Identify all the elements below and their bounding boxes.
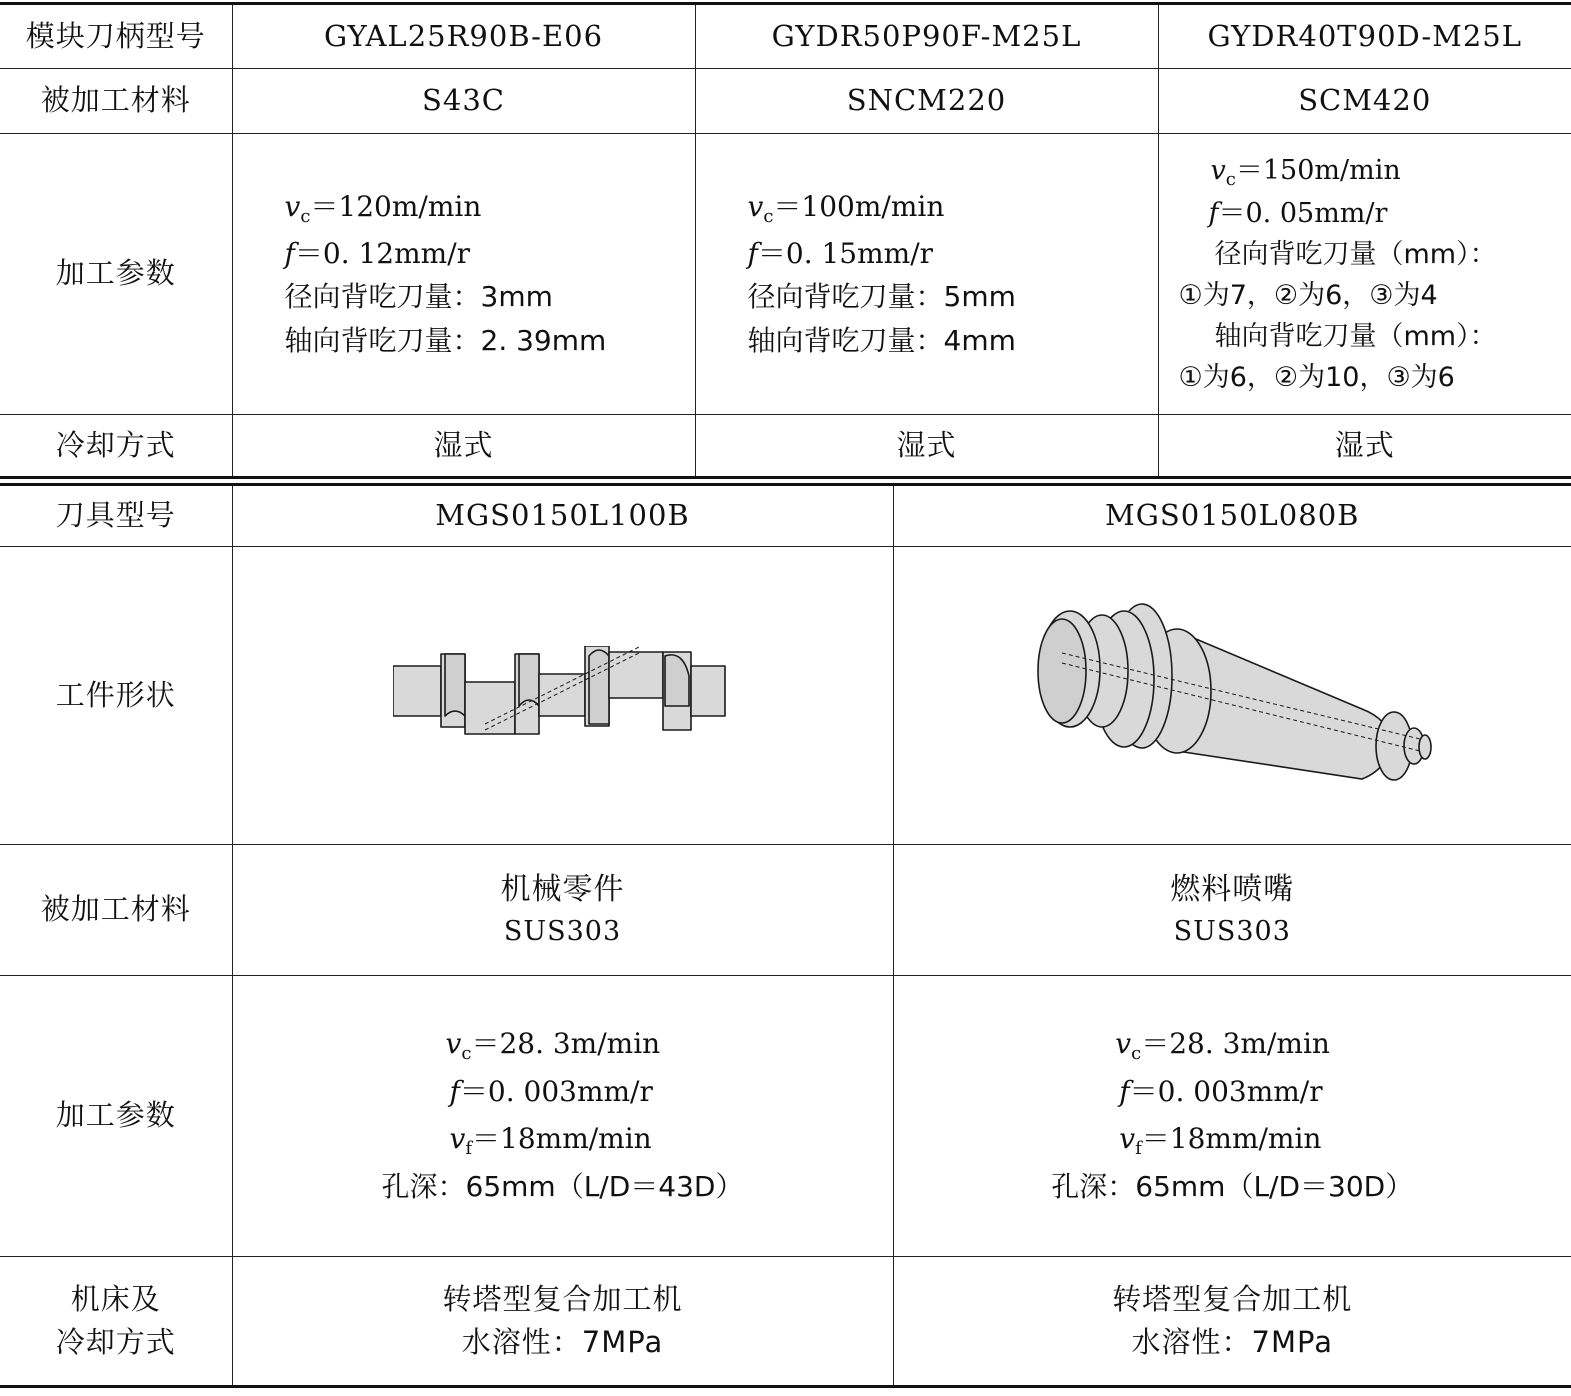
feed-rate: f＝0. 05mm/r bbox=[1208, 197, 1388, 229]
crankshaft-drawing bbox=[393, 646, 733, 746]
row-label-machine-cooling bbox=[0, 1257, 232, 1387]
cutting-speed: $v_c=28$. 3m/min bbox=[445, 1027, 661, 1065]
hole-depth: 孔深：65mm（L/D＝43D） bbox=[381, 1170, 744, 1204]
coolant-1: 水溶性：7MPa bbox=[461, 1325, 664, 1359]
params-block-3 bbox=[1179, 150, 1497, 399]
machine-type-1: 转塔型复合加工机 bbox=[442, 1281, 683, 1316]
fuel-nozzle-drawing bbox=[1032, 601, 1432, 791]
cooling-2: 湿式 bbox=[695, 415, 1158, 478]
drill-params-2 bbox=[1051, 1021, 1413, 1211]
tool-model-1: MGS0150L100B bbox=[232, 485, 893, 547]
row-label-cooling: 冷却方式 bbox=[0, 415, 232, 478]
row-label-material-2: 被加工材料 bbox=[0, 845, 232, 976]
params-cell-1 bbox=[232, 134, 695, 415]
material-1: S43C bbox=[232, 69, 695, 134]
tool-model-2: MGS0150L080B bbox=[893, 485, 1571, 547]
material-cell-1 bbox=[232, 845, 893, 976]
params-cell-2 bbox=[695, 134, 1158, 415]
row-label-params-2: 加工参数 bbox=[0, 976, 232, 1257]
part-grade-1: SUS303 bbox=[503, 916, 622, 948]
cooling-3: 湿式 bbox=[1158, 415, 1571, 478]
radial-depth: 径向背吃刀量：3mm bbox=[284, 280, 553, 314]
crankshaft-drawing-cell bbox=[232, 547, 893, 845]
drill-table bbox=[0, 483, 1571, 1388]
axial-depth-values: ①为6，②为10，③为6 bbox=[1178, 361, 1455, 393]
feed-rate: f＝0. 15mm/r bbox=[747, 236, 934, 270]
params-cell-drill-2 bbox=[893, 976, 1571, 1257]
part-name-2: 燃料喷嘴 bbox=[1170, 872, 1295, 908]
part-grade-2: SUS303 bbox=[1173, 916, 1291, 948]
holder-model-3: GYDR40T90D-M25L bbox=[1158, 4, 1571, 69]
label-line-2: 冷却方式 bbox=[55, 1325, 176, 1359]
feed-rate: f＝0. 003mm/r bbox=[1119, 1075, 1323, 1109]
row-label-params: 加工参数 bbox=[0, 134, 232, 415]
feed-speed: $v_f=18mm/\min$ bbox=[1119, 1122, 1322, 1159]
row-label-workpiece-shape: 工件形状 bbox=[0, 547, 232, 845]
feed-rate: f＝0. 003mm/r bbox=[449, 1075, 653, 1109]
axial-depth-title: 轴向背吃刀量（mm）： bbox=[1214, 320, 1497, 352]
params-block-2 bbox=[748, 185, 1016, 362]
part-name-1: 机械零件 bbox=[500, 872, 625, 908]
cutting-speed: $v_c=28$. 3m/min bbox=[1115, 1027, 1330, 1065]
material-cell-2 bbox=[893, 845, 1571, 976]
radial-depth-values: ①为7，②为6，③为4 bbox=[1178, 279, 1438, 311]
params-cell-drill-1 bbox=[232, 976, 893, 1257]
axial-depth: 轴向背吃刀量：4mm bbox=[747, 323, 1016, 357]
machine-cell-2 bbox=[893, 1257, 1571, 1387]
axial-depth: 轴向背吃刀量：2. 39mm bbox=[284, 323, 607, 357]
holder-model-2: GYDR50P90F-M25L bbox=[695, 4, 1158, 69]
feed-rate: f＝0. 12mm/r bbox=[284, 236, 471, 270]
machine-cell-1 bbox=[232, 1257, 893, 1387]
fuel-nozzle-drawing-cell bbox=[893, 547, 1571, 845]
radial-depth: 径向背吃刀量：5mm bbox=[747, 280, 1016, 314]
feed-speed: $v_f=18mm/\min$ bbox=[449, 1122, 652, 1159]
cutting-speed: $v_c=120m/\min$ bbox=[284, 190, 482, 228]
coolant-2: 水溶性：7MPa bbox=[1131, 1325, 1333, 1359]
drill-params-1 bbox=[382, 1021, 744, 1211]
machine-type-2: 转塔型复合加工机 bbox=[1112, 1281, 1353, 1316]
tool-holder-table bbox=[0, 2, 1571, 479]
material-3: SCM420 bbox=[1158, 69, 1571, 134]
radial-depth-title: 径向背吃刀量（mm）： bbox=[1214, 238, 1497, 270]
params-cell-3 bbox=[1158, 134, 1571, 415]
row-label-tool-model: 刀具型号 bbox=[0, 485, 232, 547]
hole-depth: 孔深：65mm（L/D＝30D） bbox=[1051, 1170, 1414, 1204]
cutting-speed: $v_c=150m/\min$ bbox=[1210, 154, 1401, 190]
holder-model-1: GYAL25R90B-E06 bbox=[232, 4, 695, 69]
material-2: SNCM220 bbox=[695, 69, 1158, 134]
cooling-1: 湿式 bbox=[232, 415, 695, 478]
params-block-1 bbox=[285, 185, 607, 362]
label-line-1: 机床及 bbox=[70, 1281, 161, 1316]
cutting-speed: $v_c=100m/\min$ bbox=[747, 190, 945, 228]
row-label-material: 被加工材料 bbox=[0, 69, 232, 134]
row-label-holder-model: 模块刀柄型号 bbox=[0, 4, 232, 69]
